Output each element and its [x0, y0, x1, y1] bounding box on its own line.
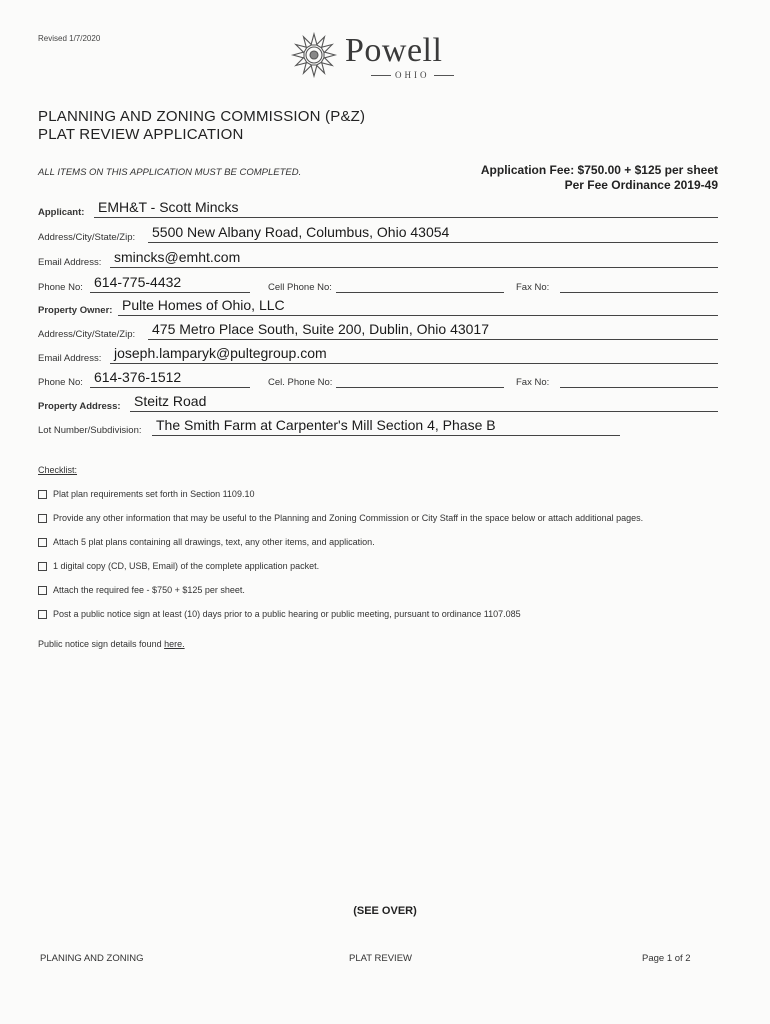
owner-phone-field[interactable]	[90, 367, 250, 388]
public-notice-link[interactable]: here.	[164, 639, 185, 649]
applicant-email-field[interactable]	[110, 247, 718, 268]
applicant-fax-field[interactable]	[560, 272, 718, 293]
applicant-field[interactable]	[94, 197, 718, 218]
checklist-item-text: Provide any other information that may be useful to the Planning and Zoning Commission or City Staff in the space below or attach additional pages.	[53, 513, 644, 523]
fee-line-2: Per Fee Ordinance 2019-49	[564, 178, 718, 192]
owner-fax-label: Fax No:	[516, 377, 550, 388]
checkbox[interactable]	[38, 490, 47, 499]
applicant-email-row	[38, 248, 718, 270]
powell-logo	[285, 30, 475, 82]
applicant-label: Applicant:	[38, 207, 85, 218]
checklist-item-text: Attach the required fee - $750 + $125 per sheet.	[53, 585, 245, 595]
applicant-address-label: Address/City/State/Zip:	[38, 232, 136, 243]
owner-email-row	[38, 344, 718, 366]
owner-phone-label: Phone No:	[38, 377, 83, 388]
applicant-address-value: 5500 New Albany Road, Columbus, Ohio 43054	[152, 224, 450, 240]
checklist	[38, 465, 738, 649]
lot-row	[38, 416, 718, 438]
owner-cell-label: Cel. Phone No:	[268, 377, 333, 388]
owner-address-label: Address/City/State/Zip:	[38, 329, 136, 340]
checklist-item	[38, 537, 738, 561]
title-line-2: PLAT REVIEW APPLICATION	[38, 126, 244, 143]
applicant-value: EMH&T - Scott Mincks	[98, 199, 239, 215]
owner-email-field[interactable]	[110, 343, 718, 364]
completion-notice: ALL ITEMS ON THIS APPLICATION MUST BE COMPLETED.	[38, 167, 302, 178]
owner-cell-field[interactable]	[336, 367, 504, 388]
applicant-address-field[interactable]	[148, 222, 718, 243]
applicant-row	[38, 198, 718, 220]
fee-line-1: Application Fee: $750.00 + $125 per sheet	[480, 163, 718, 177]
page-title	[38, 108, 365, 144]
owner-address-field[interactable]	[148, 319, 718, 340]
footer-center: PLAT REVIEW	[349, 953, 412, 964]
checklist-item	[38, 585, 738, 609]
checklist-heading: Checklist:	[38, 465, 78, 475]
sunflower-icon	[289, 30, 339, 80]
checklist-item-text: Attach 5 plat plans containing all drawings, text, any other items, and application.	[53, 537, 375, 547]
lot-value: The Smith Farm at Carpenter's Mill Section 4, Phase B	[156, 417, 496, 433]
owner-email-label: Email Address:	[38, 353, 102, 364]
public-notice-line	[38, 639, 738, 649]
applicant-phone-value: 614-775-4432	[94, 274, 182, 290]
public-notice-text: Public notice sign details found	[38, 639, 165, 649]
footer-left: PLANING AND ZONING	[40, 953, 144, 964]
owner-field[interactable]	[118, 295, 718, 316]
owner-address-value: 475 Metro Place South, Suite 200, Dublin, Ohio 43017	[152, 321, 489, 337]
lot-label: Lot Number/Subdivision:	[38, 425, 142, 436]
revised-date: Revised 1/7/2020	[38, 34, 101, 43]
checkbox[interactable]	[38, 562, 47, 571]
applicant-email-value: smincks@emht.com	[114, 249, 241, 265]
owner-phone-row	[38, 368, 718, 390]
checklist-item	[38, 489, 738, 513]
applicant-cell-label: Cell Phone No:	[268, 282, 332, 293]
checklist-item	[38, 513, 738, 537]
owner-address-row	[38, 320, 718, 342]
property-address-label: Property Address:	[38, 401, 121, 412]
checkbox[interactable]	[38, 538, 47, 547]
owner-value: Pulte Homes of Ohio, LLC	[122, 297, 285, 313]
applicant-address-row	[38, 223, 718, 245]
see-over: (SEE OVER)	[353, 905, 417, 917]
property-address-row	[38, 392, 718, 414]
lot-field[interactable]	[152, 415, 620, 436]
property-address-field[interactable]	[130, 391, 718, 412]
title-line-1: PLANNING AND ZONING COMMISSION (P&Z)	[38, 108, 366, 125]
applicant-email-label: Email Address:	[38, 257, 102, 268]
checklist-item	[38, 609, 738, 633]
applicant-cell-field[interactable]	[336, 272, 504, 293]
applicant-fax-label: Fax No:	[516, 282, 550, 293]
logo-wordmark: Powell	[345, 32, 443, 69]
footer-page-number: Page 1 of 2	[642, 953, 691, 964]
checklist-item-text: Post a public notice sign at least (10) days prior to a public hearing or public meeting, pursuant to ordinance 1107.085	[53, 609, 521, 619]
owner-row	[38, 296, 718, 318]
logo-subtitle: OHIO	[367, 70, 458, 80]
property-address-value: Steitz Road	[134, 393, 207, 409]
checkbox[interactable]	[38, 586, 47, 595]
checkbox[interactable]	[38, 610, 47, 619]
owner-fax-field[interactable]	[560, 367, 718, 388]
checklist-item	[38, 561, 738, 585]
applicant-phone-field[interactable]	[90, 272, 250, 293]
checklist-item-text: 1 digital copy (CD, USB, Email) of the complete application packet.	[53, 561, 320, 571]
applicant-phone-row	[38, 273, 718, 295]
checklist-item-text: Plat plan requirements set forth in Section 1109.10	[53, 489, 255, 499]
applicant-phone-label: Phone No:	[38, 282, 83, 293]
owner-email-value: joseph.lamparyk@pultegroup.com	[114, 345, 327, 361]
owner-label: Property Owner:	[38, 305, 113, 316]
application-fee	[481, 163, 718, 193]
checkbox[interactable]	[38, 514, 47, 523]
owner-phone-value: 614-376-1512	[94, 369, 182, 385]
